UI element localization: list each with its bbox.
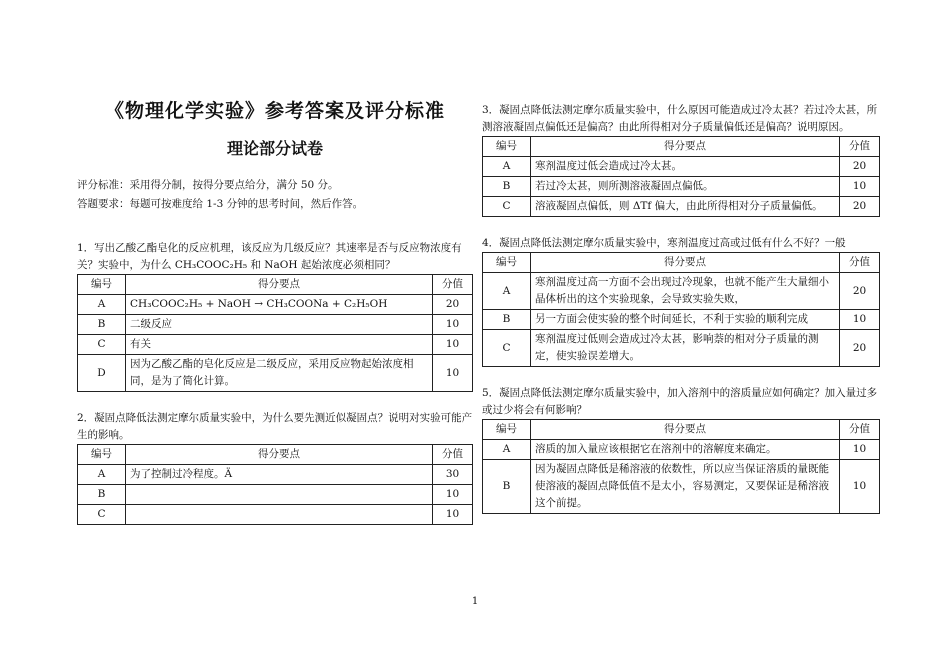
row-score: 20 <box>433 295 473 315</box>
header-id: 编号 <box>483 253 531 273</box>
question-2-text: 2．凝固点降低法测定摩尔质量实验中，为什么要先测近似凝固点？说明对实验可能产生的影响。 <box>77 412 473 441</box>
table-row <box>483 177 880 197</box>
table-row <box>483 330 880 367</box>
row-id: B <box>483 310 531 330</box>
row-score: 30 <box>433 465 473 485</box>
row-points: 因为凝固点降低是稀溶液的依数性，所以应当保证溶质的量既能使溶液的凝固点降低值不是太小，容易测定，又要保证是稀溶液这个前提。 <box>531 460 840 514</box>
document-title: 《物理化学实验》参考答案及评分标准 <box>104 100 445 122</box>
row-id: B <box>78 485 126 505</box>
question-4-table <box>482 252 880 367</box>
table-row <box>483 310 880 330</box>
row-score: 10 <box>840 460 880 514</box>
table-row <box>78 505 473 525</box>
row-score: 20 <box>840 197 880 217</box>
table-header-row <box>483 137 880 157</box>
question-1-table <box>77 274 473 392</box>
row-points: 寒剂温度过高一方面不会出现过冷现象，也就不能产生大量细小晶体析出的这个实验现象，会导致实验失败， <box>531 273 840 310</box>
question-2-table <box>77 444 473 525</box>
question-4-text: 4．凝固点降低法测定摩尔质量实验中，寒剂温度过高或过低有什么不好？一般 <box>482 237 846 249</box>
row-points: 若过冷太甚，则所测溶液凝固点偏低。 <box>531 177 840 197</box>
question-3-text: 3．凝固点降低法测定摩尔质量实验中，什么原因可能造成过冷太甚？若过冷太甚，所测溶液凝固点偏低还是偏高？由此所得相对分子质量偏低还是偏高？说明原因。 <box>482 104 878 133</box>
question-3-table <box>482 136 880 217</box>
header-score: 分值 <box>840 137 880 157</box>
scoring-criteria: 评分标准：采用得分制，按得分要点给分，满分 50 分。 <box>77 179 339 191</box>
page-number: 1 <box>471 596 479 607</box>
question-1-section <box>77 240 473 392</box>
row-points: 因为乙酸乙酯的皂化反应是二级反应，采用反应物起始浓度相同，是为了简化计算。 <box>126 355 433 392</box>
table-row <box>483 157 880 177</box>
header-score: 分值 <box>433 275 473 295</box>
row-id: D <box>78 355 126 392</box>
question-4-section <box>482 235 880 367</box>
row-score: 10 <box>433 315 473 335</box>
row-id: A <box>78 465 126 485</box>
row-id: C <box>78 505 126 525</box>
row-score: 10 <box>840 310 880 330</box>
table-row <box>78 355 473 392</box>
header-points: 得分要点 <box>126 445 433 465</box>
table-header-row <box>483 420 880 440</box>
header-id: 编号 <box>483 420 531 440</box>
row-score: 10 <box>433 505 473 525</box>
row-points: 寒剂温度过低则会造成过冷太甚，影响萘的相对分子质量的测定，使实验误差增大。 <box>531 330 840 367</box>
table-row <box>78 335 473 355</box>
question-5-section <box>482 385 880 514</box>
table-row <box>483 273 880 310</box>
row-points: 二级反应 <box>126 315 433 335</box>
row-id: A <box>483 157 531 177</box>
row-points: 有关 <box>126 335 433 355</box>
question-5-table <box>482 419 880 514</box>
row-id: B <box>483 177 531 197</box>
table-header-row <box>78 445 473 465</box>
answer-requirement: 答题要求：每题可按难度给 1-3 分钟的思考时间，然后作答。 <box>77 198 364 210</box>
question-2-section <box>77 410 473 525</box>
row-score: 10 <box>433 485 473 505</box>
row-score: 20 <box>840 273 880 310</box>
row-score: 10 <box>840 177 880 197</box>
row-points: 寒剂温度过低会造成过冷太甚。 <box>531 157 840 177</box>
document-subtitle: 理论部分试卷 <box>226 139 323 158</box>
table-header-row <box>483 253 880 273</box>
row-points: CH₃COOC₂H₅ + NaOH → CH₃COONa + C₂H₅OH <box>126 295 433 315</box>
question-1-text: 1．写出乙酸乙酯皂化的反应机理，该反应为几级反应？其速率是否与反应物浓度有关？实验中，为什么 CH₃COOC₂H₅ 和 NaOH 起始浓度必须相同？ <box>77 242 462 271</box>
row-id: A <box>78 295 126 315</box>
row-score: 10 <box>433 335 473 355</box>
row-id: A <box>483 273 531 310</box>
table-row <box>78 465 473 485</box>
row-points: 溶质的加入量应该根据它在溶剂中的溶解度来确定。 <box>531 440 840 460</box>
row-id: B <box>78 315 126 335</box>
header-points: 得分要点 <box>531 420 840 440</box>
row-id: C <box>483 197 531 217</box>
row-score: 10 <box>840 440 880 460</box>
table-row <box>78 485 473 505</box>
row-id: A <box>483 440 531 460</box>
table-row <box>483 460 880 514</box>
row-id: C <box>78 335 126 355</box>
row-score: 10 <box>433 355 473 392</box>
header-id: 编号 <box>78 445 126 465</box>
header-score: 分值 <box>840 253 880 273</box>
header-points: 得分要点 <box>126 275 433 295</box>
header-id: 编号 <box>78 275 126 295</box>
header-score: 分值 <box>840 420 880 440</box>
left-column <box>77 98 473 525</box>
header-points: 得分要点 <box>531 253 840 273</box>
row-points <box>126 505 433 525</box>
table-row <box>483 197 880 217</box>
table-row <box>78 295 473 315</box>
table-row <box>78 315 473 335</box>
question-5-text: 5．凝固点降低法测定摩尔质量实验中，加入溶剂中的溶质量应如何确定？加入量过多或过少将会有何影响？ <box>482 387 878 416</box>
row-score: 20 <box>840 330 880 367</box>
right-column <box>482 102 880 514</box>
row-id: C <box>483 330 531 367</box>
row-points: 溶液凝固点偏低，则 ΔTf 偏大，由此所得相对分子质量偏低。 <box>531 197 840 217</box>
header-id: 编号 <box>483 137 531 157</box>
table-row <box>483 440 880 460</box>
header-points: 得分要点 <box>531 137 840 157</box>
row-points: 为了控制过冷程度。Ä <box>126 465 433 485</box>
header-score: 分值 <box>433 445 473 465</box>
row-points <box>126 485 433 505</box>
row-score: 20 <box>840 157 880 177</box>
question-3-section <box>482 102 880 217</box>
row-points: 另一方面会使实验的整个时间延长，不利于实验的顺利完成 <box>531 310 840 330</box>
row-id: B <box>483 460 531 514</box>
table-header-row <box>78 275 473 295</box>
